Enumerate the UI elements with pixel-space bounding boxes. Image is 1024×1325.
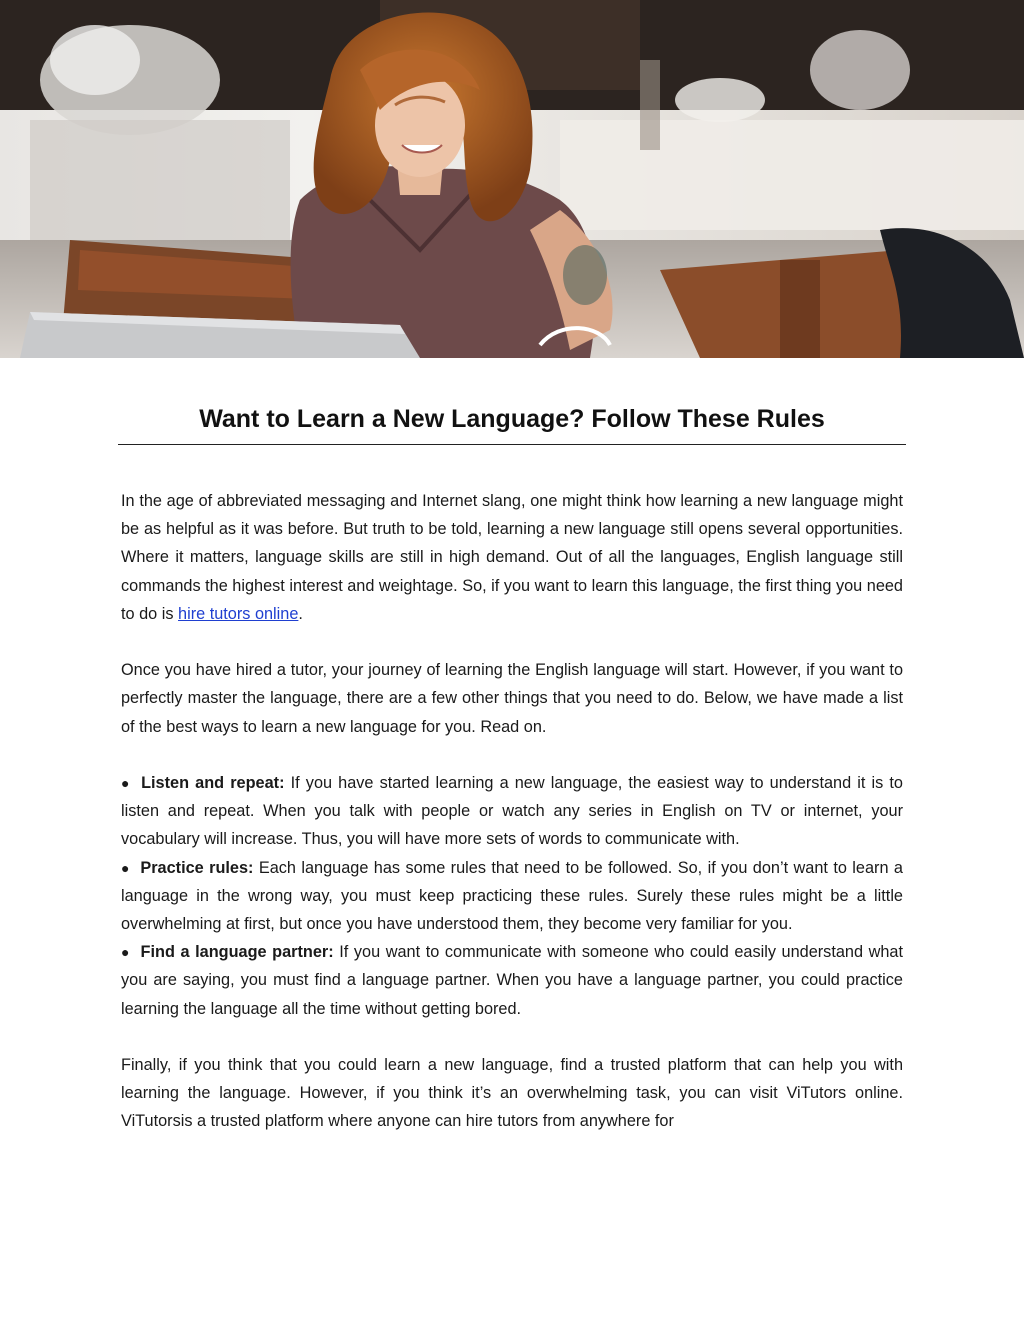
bullet-label: Listen and repeat: xyxy=(141,774,285,792)
paragraph-gap xyxy=(121,1023,903,1051)
bullet-label: Practice rules: xyxy=(140,858,254,877)
list-item xyxy=(121,769,903,854)
title-divider xyxy=(118,444,906,445)
bullet-text: If you want to communicate with someone who could easily understand what you are saying, you must find a language partner. When you have a language partner, you could practice learning the language all the time without getting bored. xyxy=(121,943,903,1018)
intro-after-link: . xyxy=(298,604,303,623)
bullet-icon: ● xyxy=(121,775,132,791)
paragraph-gap xyxy=(121,741,903,769)
list-item xyxy=(121,938,903,1023)
bullet-text: Each language has some rules that need to be followed. So, if you don’t want to learn a language in the wrong way, you must keep practicing these rules. Surely these rules might be a little overwhelming at first, but once you have understood them, they become very familiar for you. xyxy=(121,858,903,934)
intro-text: In the age of abbreviated messaging and Internet slang, one might think how learning a new language might be as helpful as it was before. But truth to be told, learning a new language still opens several opportunities. Where it matters, language skills are still in high demand. Out of all the languages, English language still commands the highest interest and weightage. So, if you want to learn this language, the first thing you need to do is xyxy=(121,492,903,623)
article-body xyxy=(121,487,903,1136)
bullet-label: Find a language partner: xyxy=(140,943,334,962)
woman-with-laptop-photo-icon xyxy=(0,0,1024,358)
paragraph-gap xyxy=(121,628,903,656)
bullet-icon: ● xyxy=(121,944,131,961)
hire-tutors-online-link[interactable]: hire tutors online xyxy=(178,604,299,623)
page-title: Want to Learn a New Language? Follow These Rules xyxy=(199,405,825,433)
intro-paragraph xyxy=(121,487,903,628)
hero-image xyxy=(0,0,1024,358)
conclusion-paragraph: Finally, if you think that you could learn a new language, find a trusted platform that can help you with learning the language. However, if you think it’s an overwhelming task, you can visit ViTutors online. ViTutorsis a trusted platform where anyone can hire tutors from anywhere for xyxy=(121,1056,903,1131)
bullet-icon: ● xyxy=(121,859,131,876)
list-item xyxy=(121,854,903,939)
second-paragraph: Once you have hired a tutor, your journey of learning the English language will start. However, if you want to perfectly master the language, there are a few other things that you need to do. Below, we have made a list of the best ways to learn a new language for you. Read on. xyxy=(121,661,903,736)
bullet-text: If you have started learning a new language, the easiest way to understand it is to listen and repeat. When you talk with people or watch any series in English on TV or internet, your vocabulary will increase. Thus, you will have more sets of words to communicate with. xyxy=(121,774,903,849)
